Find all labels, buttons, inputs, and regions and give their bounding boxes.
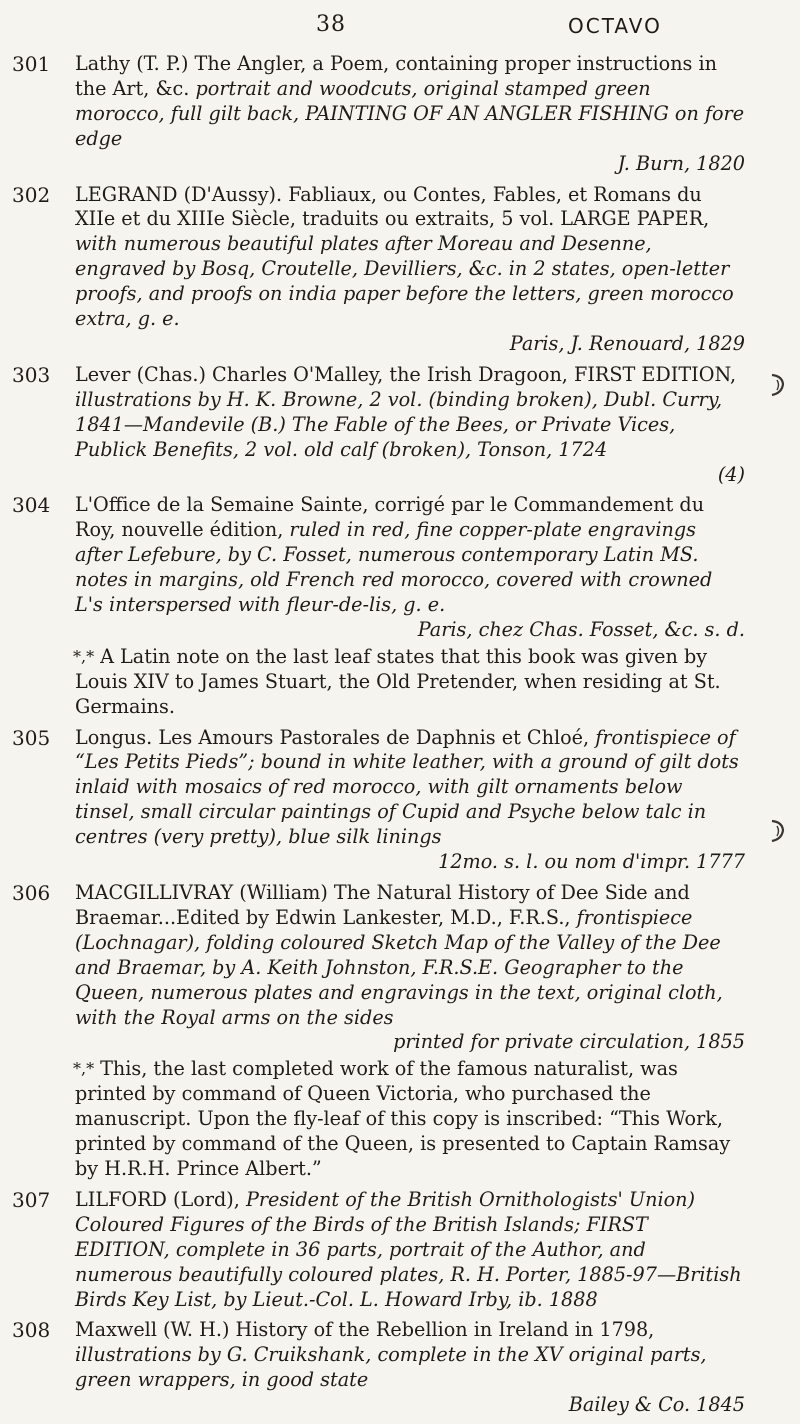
entry-imprint: Paris, chez Chas. Fosset, &c. s. d.: [417, 617, 745, 641]
entry-description: illustrations by G. Cruikshank, complete in the XV original parts, green wrappers, in good state: [75, 1343, 707, 1392]
lot-number: 301: [12, 52, 51, 76]
lot-number: 305: [12, 725, 51, 750]
entry-imprint: Paris, J. Renouard, 1829: [509, 331, 745, 355]
entry-description: with numerous beautiful plates after Moreau and Desenne, engraved by Bosq, Croutelle, Devilliers, &c. in 2 states, open-letter proofs, and proofs on india paper before the letters, green morocco extra, g. e.: [75, 232, 734, 331]
entry-description: illustrations by H. K. Browne, 2 vol. (binding broken), Dubl. Curry, 1841—Mandevile (B.) The Fable of the Bees, or Private Vices, Publick Benefits, 2 vol. old calf (broken), Tonson, 1724: [75, 387, 723, 461]
entry-title: Lathy (T. P.) The Angler, a Poem, containing proper instructions in the Art, &c.: [75, 52, 717, 100]
entry-imprint: (4): [717, 462, 745, 486]
bracket-mark-icon: [768, 372, 790, 398]
running-head: OCTAVO: [568, 14, 662, 38]
entry-description: frontispiece of “Les Petits Pieds”; bound in white leather, with a ground of gilt dots inlaid with mosaics of red morocco, with gilt ornaments below tinsel, small circular paintings of Cupid and Psyche below talc in centres (very pretty), blue silk linings: [75, 725, 739, 849]
page-header: [0, 12, 800, 42]
catalogue-entry: [0, 881, 745, 1182]
entry-title: LILFORD (Lord),: [75, 1187, 240, 1211]
entry-title: LEGRAND (D'Aussy). Fabliaux, ou Contes, Fables, et Romans du XIIe et du XIIIe Siècle, traduits ou extraits, 5 vol. LARGE PAPER,: [75, 182, 710, 231]
entry-note: [75, 1057, 745, 1182]
entry-title: MACGILLIVRAY (William) The Natural History of Dee Side and Braemar...Edited by Edwin Lankester, M.D., F.R.S.,: [75, 881, 690, 929]
entry-imprint: printed for private circulation, 1855: [393, 1030, 745, 1054]
catalogue-entry: [0, 52, 745, 177]
lot-number: 307: [12, 1187, 51, 1212]
note-text: This, the last completed work of the famous naturalist, was printed by command of Queen Victoria, who purchased the manuscript. Upon the fly-leaf of this copy is inscribed: “This Work, printed by command of the Queen, is presented to Captain Ramsay by H.R.H. Prince Albert.”: [75, 1057, 731, 1180]
entry-description: portrait and woodcuts, original stamped green morocco, full gilt back, PAINTING OF AN ANGLER FISHING on fore edge: [75, 76, 745, 150]
catalogue-entry: [0, 363, 745, 488]
catalogue-entry: [0, 1318, 745, 1418]
lot-number: 303: [12, 362, 51, 387]
entry-title: Maxwell (W. H.) History of the Rebellion in Ireland in 1798,: [75, 1318, 655, 1342]
lot-number: 304: [12, 493, 51, 518]
catalogue-entries: [0, 52, 800, 1424]
lot-number: 306: [12, 881, 51, 905]
bracket-mark-icon: [768, 818, 790, 844]
catalogue-entry: [0, 183, 745, 357]
lot-number: 308: [12, 1318, 51, 1343]
note-marker: *,*: [73, 1059, 95, 1079]
entry-imprint: Bailey & Co. 1845: [568, 1393, 745, 1417]
entry-note: [75, 645, 745, 720]
note-marker: *,*: [73, 646, 95, 666]
catalogue-entry: [0, 493, 745, 719]
entry-title: Longus. Les Amours Pastorales de Daphnis et Chloé,: [75, 725, 590, 749]
entry-imprint: 12mo. s. l. ou nom d'impr. 1777: [438, 850, 745, 874]
page-number: 38: [316, 12, 346, 37]
entry-title: Lever (Chas.) Charles O'Malley, the Irish Dragoon, FIRST EDITION,: [75, 362, 737, 386]
entry-description: frontispiece (Lochnagar), folding coloured Sketch Map of the Valley of the Dee and Braemar, by A. Keith Johnston, F.R.S.E. Geographer to the Queen, numerous plates and engravings in the text, original cloth, with the Royal arms on the sides: [75, 905, 723, 1029]
lot-number: 302: [12, 182, 51, 207]
note-text: A Latin note on the last leaf states that this book was given by Louis XIV to James Stuart, the Old Pretender, when residing at St. Germains.: [75, 644, 721, 718]
entry-description: ruled in red, fine copper-plate engravings after Lefebure, by C. Fosset, numerous contemporary Latin MS. notes in margins, old French red morocco, covered with crowned L's interspersed with fleur-de-lis, g. e.: [75, 518, 713, 617]
entry-title: L'Office de la Semaine Sainte, corrigé par le Commandement du Roy, nouvelle édition,: [75, 493, 705, 542]
entry-imprint: J. Burn, 1820: [617, 151, 745, 175]
catalogue-entry: [0, 1188, 745, 1313]
entry-description: President of the British Ornithologists' Union) Coloured Figures of the Birds of the British Islands; FIRST EDITION, complete in 36 parts, portrait of the Author, and numerous beautifully coloured plates, R. H. Porter, 1885-97—British Birds Key List, by Lieut.-Col. L. Howard Irby, ib. 1888: [75, 1187, 742, 1311]
catalogue-entry: [0, 726, 745, 875]
